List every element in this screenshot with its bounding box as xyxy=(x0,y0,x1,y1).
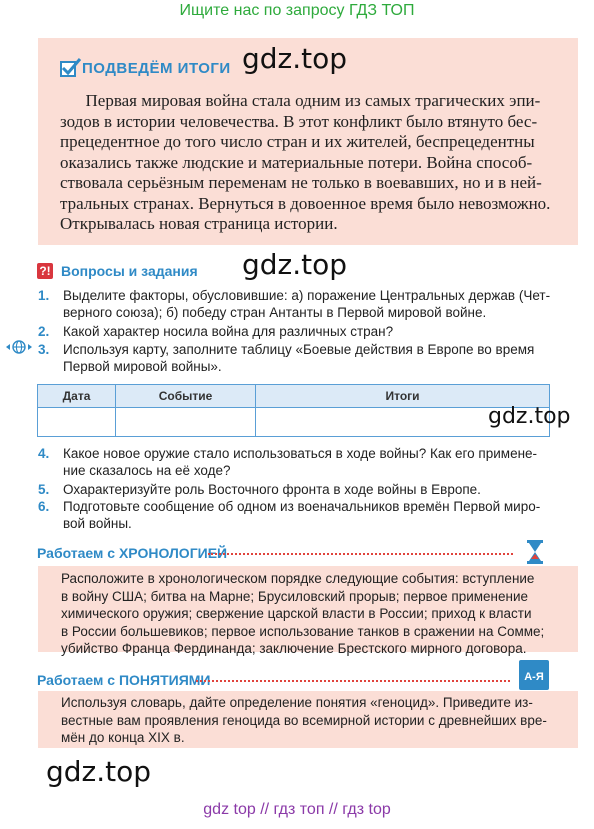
item-text: Какое новое оружие стало использоваться в ходе войны? Как его примене- xyxy=(63,446,538,461)
text-line: Первая мировая война стала одним из самых трагических эпи- xyxy=(60,91,541,110)
watermark: gdz.top xyxy=(242,42,348,75)
item-text: Охарактеризуйте роль Восточного фронта в ходе войны в Европе. xyxy=(63,482,481,497)
globe-icon xyxy=(4,340,34,359)
list-item xyxy=(38,323,578,340)
chronology-title: Работаем с ХРОНОЛОГИЕЙ xyxy=(37,545,228,561)
text-line: убийство Франца Фердинанда; заключение Брестского мирного договора. xyxy=(61,641,527,656)
item-number: 6. xyxy=(38,499,50,514)
text-line: ствовала серьёзным переменам не только в воевавших, но и в ней- xyxy=(60,173,542,192)
dotted-divider xyxy=(196,680,510,682)
text-line: Используя словарь, дайте определение понятия «геноцид». Приведите из- xyxy=(61,695,533,710)
concepts-title: Работаем с ПОНЯТИЯМИ xyxy=(37,672,211,688)
chronology-text xyxy=(61,570,566,658)
list-item xyxy=(38,287,578,321)
text-line: вестные вам проявления геноцида во всемирной истории с древнейших вре- xyxy=(61,712,547,728)
table-header-event: Событие xyxy=(116,385,256,408)
text-line: тральных странах. Вернуться в довоенное время было невозможно. xyxy=(60,193,551,213)
watermark: gdz.top xyxy=(488,404,571,429)
text-line: в России большевиков; первое использование танков в сражении на Сомме; xyxy=(61,623,545,639)
question-exclamation-icon: ?! xyxy=(37,263,53,279)
search-banner: Ищите нас по запросу ГДЗ ТОП xyxy=(179,2,415,19)
text-line: оказались также людские и материальные потери. Война способ- xyxy=(60,152,533,172)
footer-banner: gdz top // гдз топ // гдз top xyxy=(203,801,391,818)
hourglass-icon xyxy=(527,540,543,569)
item-text: ние сказалось на её ходе? xyxy=(63,463,231,478)
text-line: в войну США; битва на Марне; Брусиловский прорыв; первое применение xyxy=(61,588,528,604)
summary-header xyxy=(60,60,231,77)
concepts-text xyxy=(61,694,566,747)
item-number: 4. xyxy=(38,446,50,461)
item-number: 1. xyxy=(38,288,50,303)
dotted-divider xyxy=(208,553,513,555)
list-item xyxy=(38,498,578,532)
events-table xyxy=(37,384,550,437)
list-item xyxy=(38,341,578,375)
table-cell[interactable] xyxy=(38,408,116,437)
checkmark-icon xyxy=(60,61,76,77)
table-header-results: Итоги xyxy=(256,385,550,408)
questions-header xyxy=(37,263,198,279)
list-item xyxy=(38,481,578,498)
list-item xyxy=(38,445,578,479)
table-header-date: Дата xyxy=(38,385,116,408)
item-text: верного союза); б) победу стран Антанты в Первой мировой войне. xyxy=(63,305,487,320)
text-line: мён до конца XIX в. xyxy=(61,730,185,745)
text-line: Открывалась новая страница истории. xyxy=(60,214,338,233)
questions-title: Вопросы и задания xyxy=(61,263,198,279)
text-line: Расположите в хронологическом порядке следующие события: вступление xyxy=(61,571,535,586)
text-line: химического оружия; свержение царской власти в России; приход к власти xyxy=(61,606,532,621)
watermark: gdz.top xyxy=(242,248,348,281)
item-number: 3. xyxy=(38,342,50,357)
item-text: Какой характер носила война для различных стран? xyxy=(63,324,394,339)
summary-title: ПОДВЕДЁМ ИТОГИ xyxy=(82,60,231,77)
text-line: зодов в истории человечества. В этот конфликт было втянуто бес- xyxy=(60,111,538,131)
summary-text xyxy=(60,91,556,235)
item-text: Первой мировой войны». xyxy=(63,359,222,374)
dictionary-icon: А-Я xyxy=(519,660,549,690)
item-number: 2. xyxy=(38,324,50,339)
table-cell[interactable] xyxy=(116,408,256,437)
item-text: вой войны. xyxy=(63,516,132,531)
watermark: gdz.top xyxy=(46,755,152,788)
item-text: Подготовьте сообщение об одном из военачальников времён Первой миро- xyxy=(63,499,541,514)
item-number: 5. xyxy=(38,482,50,497)
item-text: Выделите факторы, обусловившие: а) поражение Центральных держав (Чет- xyxy=(63,288,551,303)
text-line: прецедентное до того число стран и их жителей, беспрецедентны xyxy=(60,132,535,151)
item-text: Используя карту, заполните таблицу «Боевые действия в Европе во время xyxy=(63,342,535,357)
